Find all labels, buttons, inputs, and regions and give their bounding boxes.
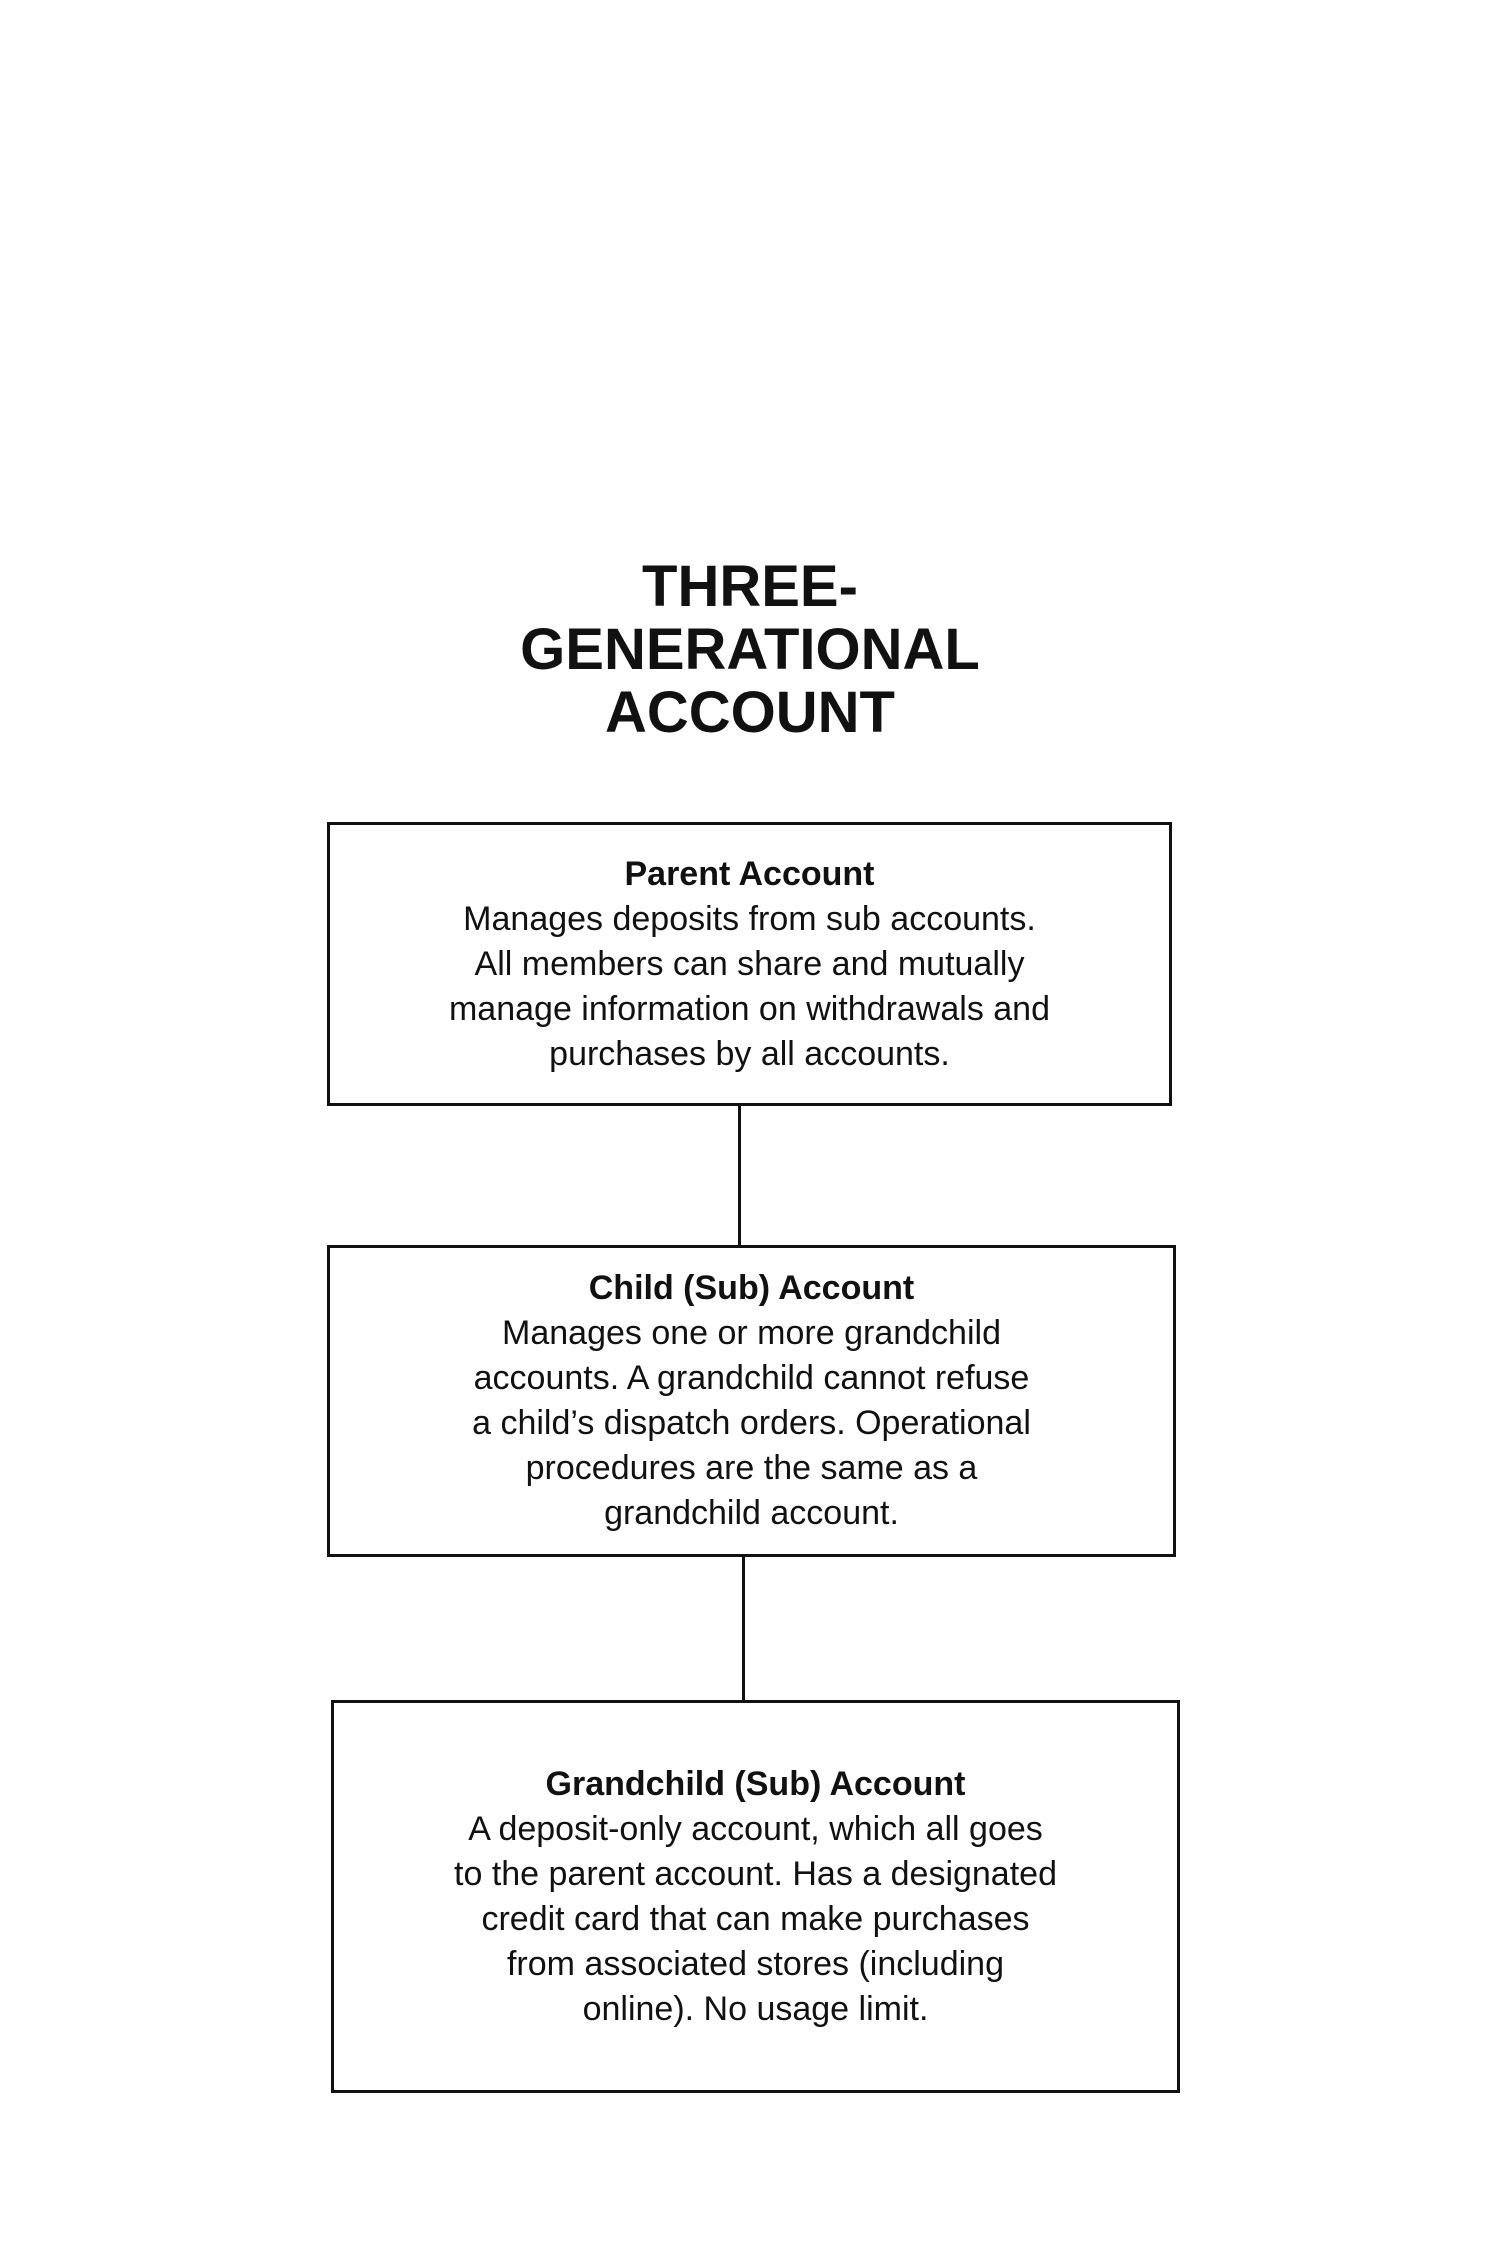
box-text-line: from associated stores (including (506, 1944, 1004, 1983)
diagram-title (0, 555, 1500, 744)
box-text-line: Manages one or more grandchild (502, 1314, 1001, 1352)
connector-line (742, 1557, 745, 1700)
box-text-line: procedures are the same as a (525, 1449, 978, 1487)
box-text-line: All members can share and mutually (474, 944, 1025, 983)
child-account-box (327, 1245, 1176, 1557)
box-text-line: grandchild account. (604, 1494, 899, 1532)
box-text-line: credit card that can make purchases (481, 1899, 1030, 1938)
box-text-line: manage information on withdrawals and (448, 989, 1050, 1028)
box-heading: Grandchild (Sub) Account (545, 1764, 966, 1803)
title-line: GENERATIONAL (520, 617, 980, 682)
box-text-line: A deposit-only account, which all goes (468, 1809, 1043, 1848)
box-heading: Parent Account (624, 854, 875, 893)
box-text-line: accounts. A grandchild cannot refuse (473, 1359, 1030, 1397)
parent-account-box (327, 822, 1172, 1106)
title-line: ACCOUNT (605, 680, 895, 745)
box-text-line: to the parent account. Has a designated (454, 1854, 1057, 1893)
title-line: THREE- (642, 554, 858, 619)
box-text-line: Manages deposits from sub accounts. (463, 899, 1036, 938)
box-text-line: online). No usage limit. (582, 1989, 929, 2028)
box-text-line: purchases by all accounts. (549, 1034, 950, 1073)
box-heading: Child (Sub) Account (588, 1269, 915, 1307)
grandchild-account-box (331, 1700, 1180, 2093)
connector-line (738, 1106, 741, 1245)
box-text-line: a child’s dispatch orders. Operational (472, 1404, 1031, 1442)
